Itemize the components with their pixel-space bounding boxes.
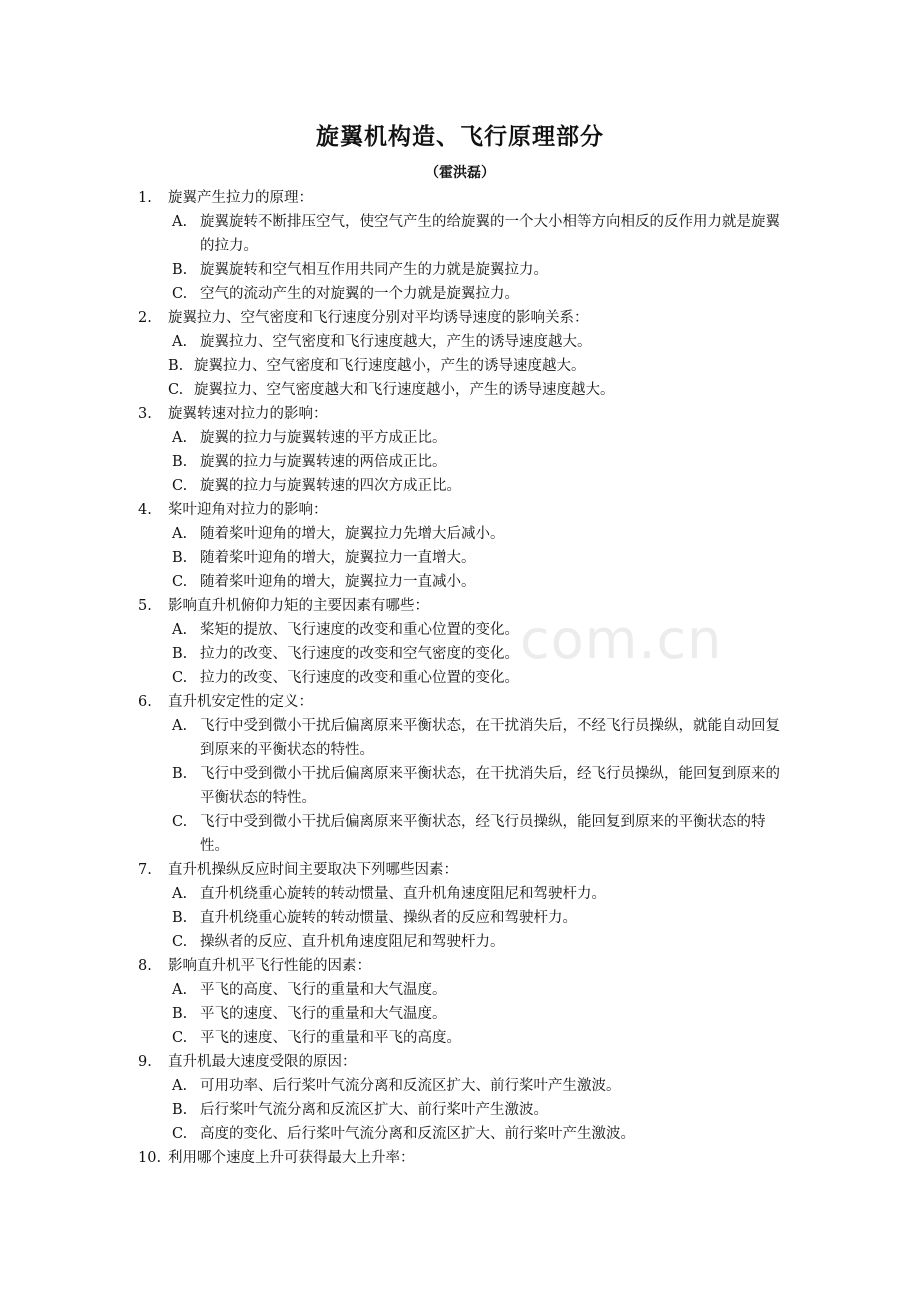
answer-option [138, 930, 788, 954]
question-text: 旋翼拉力、空气密度和飞行速度分别对平均诱导速度的影响关系： [168, 310, 589, 326]
question-row [138, 498, 788, 522]
option-text: 旋翼拉力、空气密度和飞行速度越小，产生的诱导速度越大。 [194, 358, 586, 374]
question-item [138, 690, 788, 858]
answer-option [138, 666, 788, 690]
page-title: 旋翼机构造、飞行原理部分 [316, 124, 604, 150]
option-text: 桨矩的提放、飞行速度的改变和重心位置的变化。 [200, 622, 519, 638]
option-text: 旋翼拉力、空气密度和飞行速度越大，产生的诱导速度越大。 [200, 334, 592, 350]
option-text: 旋翼旋转不断排压空气，使空气产生的给旋翼的一个大小相等方向相反的反作用力就是旋翼的拉力。 [200, 214, 780, 254]
option-letter: A. [172, 718, 188, 734]
option-text: 操纵者的反应、直升机角速度阻尼和驾驶杆力。 [200, 934, 505, 950]
option-letter: B. [172, 766, 188, 782]
question-item [138, 186, 788, 306]
option-letter: C. [172, 1126, 188, 1142]
question-list [138, 186, 788, 1170]
answer-option [138, 522, 788, 546]
option-letter: B. [172, 262, 188, 278]
option-letter: A. [172, 1078, 188, 1094]
option-text: 随着桨叶迎角的增大，旋翼拉力一直减小。 [200, 574, 476, 590]
question-row [138, 306, 788, 330]
question-number: 7. [138, 862, 152, 878]
question-item [138, 306, 788, 402]
option-letter: C. [172, 1030, 188, 1046]
option-letter: C. [172, 934, 188, 950]
option-letter: A. [172, 886, 188, 902]
question-text: 影响直升机平飞行性能的因素： [168, 958, 371, 974]
question-text: 直升机最大速度受限的原因： [168, 1054, 357, 1070]
question-item [138, 1050, 788, 1146]
option-text: 飞行中受到微小干扰后偏离原来平衡状态，在干扰消失后，不经飞行员操纵，就能自动回复到原来的平衡状态的特性。 [200, 718, 780, 758]
option-letter: C. [172, 478, 188, 494]
option-text: 直升机绕重心旋转的转动惯量、操纵者的反应和驾驶杆力。 [200, 910, 577, 926]
option-letter: B. [172, 454, 188, 470]
option-letter: A. [172, 334, 188, 350]
option-text: 飞行中受到微小干扰后偏离原来平衡状态，在干扰消失后，经飞行员操纵，能回复到原来的平衡状态的特性。 [200, 766, 780, 806]
question-row [138, 690, 788, 714]
question-text: 利用哪个速度上升可获得最大上升率： [168, 1150, 415, 1166]
option-text: 空气的流动产生的对旋翼的一个力就是旋翼拉力。 [200, 286, 519, 302]
option-letter: B. [172, 1006, 188, 1022]
question-number: 8. [138, 958, 152, 974]
question-text: 影响直升机俯仰力矩的主要因素有哪些： [168, 598, 429, 614]
answer-option [138, 426, 788, 450]
question-row [138, 402, 788, 426]
question-row [138, 954, 788, 978]
answer-option [138, 762, 788, 810]
answer-option [138, 1098, 788, 1122]
answer-option [138, 642, 788, 666]
question-number: 1. [138, 190, 152, 206]
answer-option [138, 810, 788, 858]
question-item [138, 402, 788, 498]
option-letter: B. [172, 1102, 188, 1118]
question-text: 旋翼转速对拉力的影响： [168, 406, 328, 422]
question-number: 9. [138, 1054, 152, 1070]
answer-option [138, 378, 788, 402]
answer-option [138, 882, 788, 906]
answer-option [138, 450, 788, 474]
option-text: 直升机绕重心旋转的转动惯量、直升机角速度阻尼和驾驶杆力。 [200, 886, 606, 902]
option-letter: C. [172, 670, 188, 686]
option-letter: B. [172, 550, 188, 566]
author-line: （霍洪磊） [425, 165, 495, 181]
option-letter: C. [168, 382, 184, 398]
option-text: 飞行中受到微小干扰后偏离原来平衡状态，经飞行员操纵，能回复到原来的平衡状态的特性。 [200, 814, 766, 854]
option-letter: A. [172, 214, 188, 230]
option-text: 旋翼拉力、空气密度越大和飞行速度越小，产生的诱导速度越大。 [194, 382, 615, 398]
answer-option [138, 1122, 788, 1146]
answer-option [138, 1026, 788, 1050]
option-letter: B. [172, 910, 188, 926]
option-text: 拉力的改变、飞行速度的改变和空气密度的变化。 [200, 646, 519, 662]
question-row [138, 186, 788, 210]
option-letter: A. [172, 622, 188, 638]
option-letter: B. [168, 358, 184, 374]
option-text: 旋翼的拉力与旋翼转速的两倍成正比。 [200, 454, 447, 470]
question-number: 5. [138, 598, 152, 614]
question-item [138, 498, 788, 594]
question-number: 2. [138, 310, 152, 326]
watermark: com.cn [520, 608, 723, 671]
option-letter: A. [172, 982, 188, 998]
question-text: 直升机操纵反应时间主要取决下列哪些因素： [168, 862, 458, 878]
option-letter: A. [172, 430, 188, 446]
question-item [138, 1146, 788, 1170]
question-row [138, 1050, 788, 1074]
option-text: 拉力的改变、飞行速度的改变和重心位置的变化。 [200, 670, 519, 686]
answer-option [138, 714, 788, 762]
question-number: 6. [138, 694, 152, 710]
option-text: 旋翼旋转和空气相互作用共同产生的力就是旋翼拉力。 [200, 262, 548, 278]
question-row [138, 594, 788, 618]
question-text: 桨叶迎角对拉力的影响： [168, 502, 328, 518]
question-text: 旋翼产生拉力的原理： [168, 190, 313, 206]
option-text: 旋翼的拉力与旋翼转速的平方成正比。 [200, 430, 447, 446]
option-text: 后行桨叶气流分离和反流区扩大、前行桨叶产生激波。 [200, 1102, 548, 1118]
question-number: 4. [138, 502, 152, 518]
option-text: 平飞的高度、飞行的重量和大气温度。 [200, 982, 447, 998]
answer-option [138, 1002, 788, 1026]
option-text: 可用功率、后行桨叶气流分离和反流区扩大、前行桨叶产生激波。 [200, 1078, 621, 1094]
answer-option [138, 258, 788, 282]
question-item [138, 858, 788, 954]
answer-option [138, 354, 788, 378]
question-item [138, 594, 788, 690]
answer-option [138, 978, 788, 1002]
option-letter: B. [172, 646, 188, 662]
option-letter: C. [172, 814, 188, 830]
answer-option [138, 210, 788, 258]
option-letter: C. [172, 574, 188, 590]
answer-option [138, 570, 788, 594]
answer-option [138, 330, 788, 354]
question-number: 10. [138, 1150, 162, 1166]
option-text: 随着桨叶迎角的增大，旋翼拉力一直增大。 [200, 550, 476, 566]
option-text: 平飞的速度、飞行的重量和平飞的高度。 [200, 1030, 461, 1046]
option-text: 旋翼的拉力与旋翼转速的四次方成正比。 [200, 478, 461, 494]
option-letter: A. [172, 526, 188, 542]
question-row [138, 1146, 788, 1170]
option-text: 高度的变化、后行桨叶气流分离和反流区扩大、前行桨叶产生激波。 [200, 1126, 635, 1142]
option-text: 平飞的速度、飞行的重量和大气温度。 [200, 1006, 447, 1022]
answer-option [138, 474, 788, 498]
question-number: 3. [138, 406, 152, 422]
answer-option [138, 546, 788, 570]
question-item [138, 954, 788, 1050]
answer-option [138, 906, 788, 930]
answer-option [138, 618, 788, 642]
answer-option [138, 1074, 788, 1098]
option-text: 随着桨叶迎角的增大，旋翼拉力先增大后减小。 [200, 526, 505, 542]
option-letter: C. [172, 286, 188, 302]
question-row [138, 858, 788, 882]
question-text: 直升机安定性的定义： [168, 694, 313, 710]
answer-option [138, 282, 788, 306]
